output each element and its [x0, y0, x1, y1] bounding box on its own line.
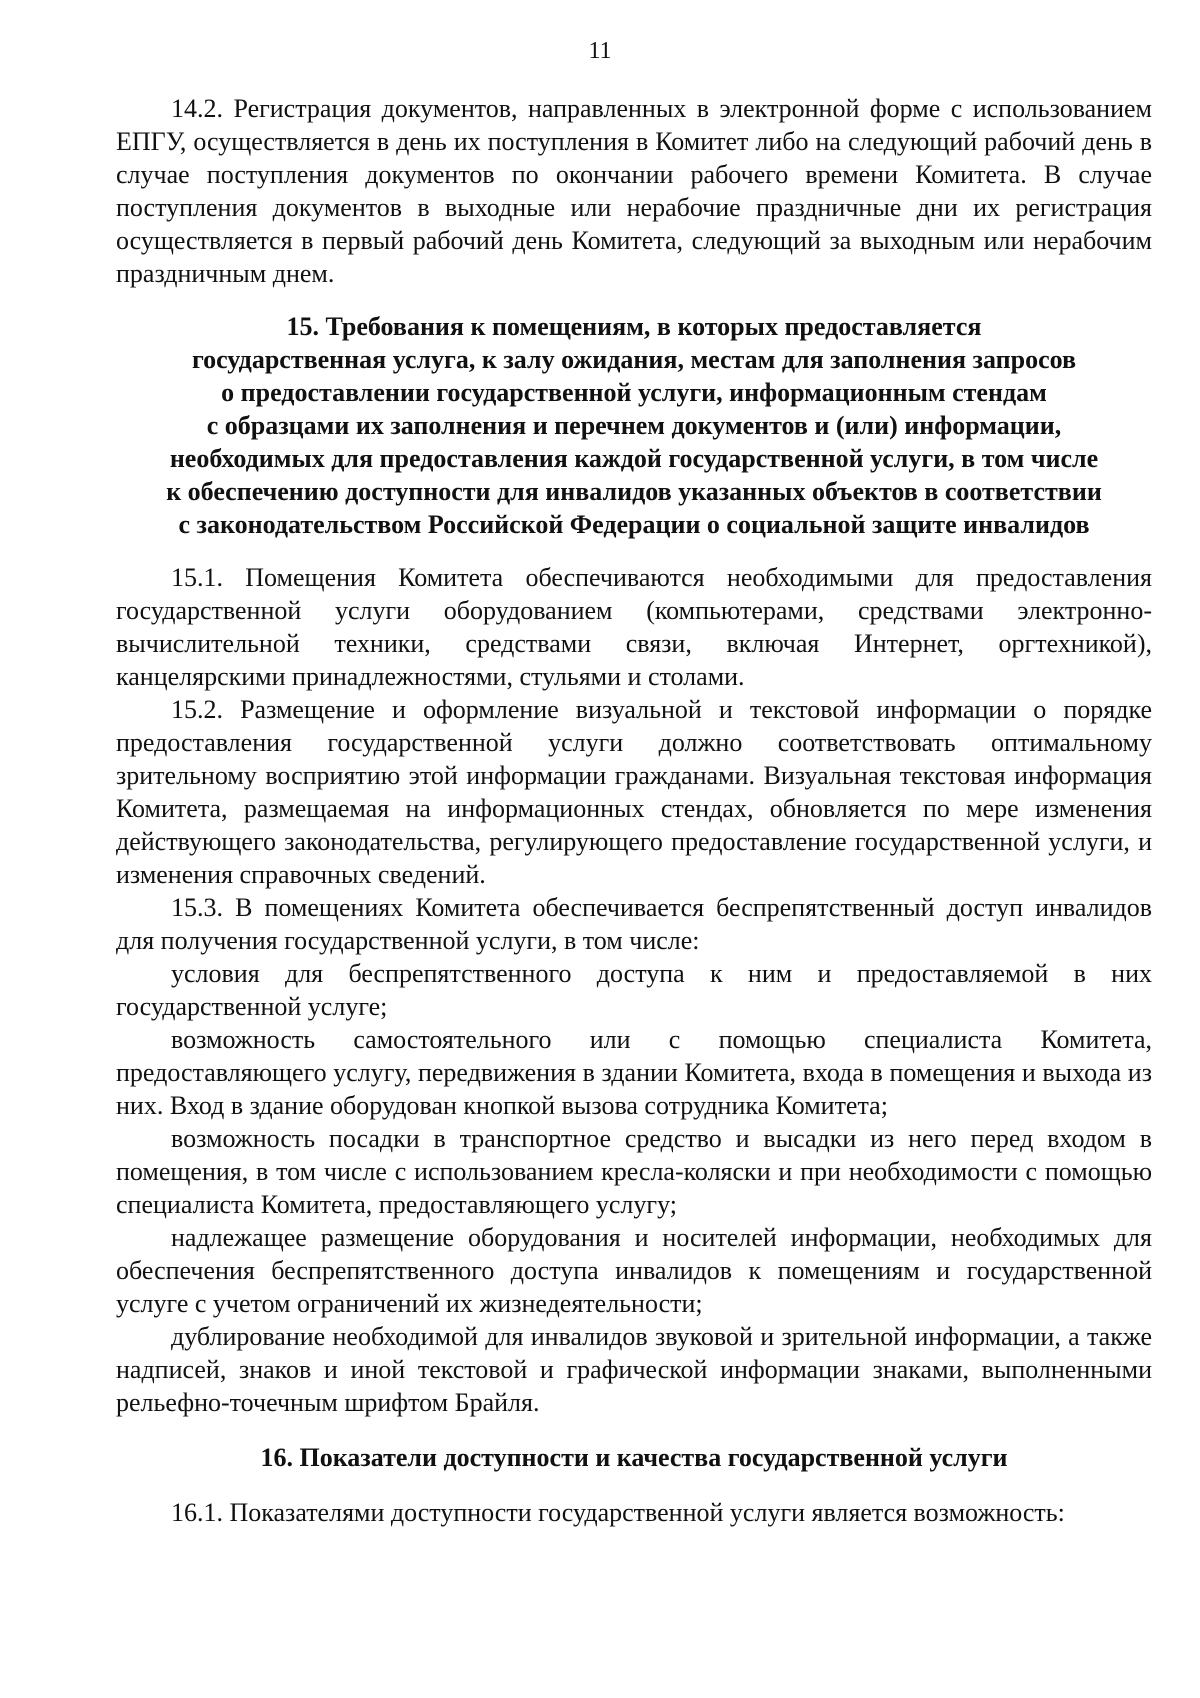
section-16-heading: 16. Показатели доступности и качества государственной услуги	[260, 1443, 1008, 1472]
list-item-equipment-placement: надлежащее размещение оборудования и носителей информации, необходимых для обеспечения беспрепятственного доступа инвалидов к помещениям и государственной услуге с учетом ограничений их жизнедеятельности;	[116, 1223, 1152, 1318]
paragraph-15-3: 15.3. В помещениях Комитета обеспечивается беспрепятственный доступ инвалидов для получения государственной услуги, в том числе:	[116, 893, 1152, 955]
list-item-access-conditions: условия для беспрепятственного доступа к ним и предоставляемой в них государственной услуге;	[116, 959, 1152, 1021]
document-body	[116, 92, 1152, 1529]
list-item-transport: возможность посадки в транспортное средство и высадки из него перед входом в помещения, в том числе с использованием кресла-коляски и при необходимости с помощью специалиста Комитета, предоставляющего услугу;	[116, 1124, 1152, 1219]
list-item-movement: возможность самостоятельного или с помощью специалиста Комитета, предоставляющего услугу, передвижения в здании Комитета, входа в помещения и выхода из них. Вход в здание оборудован кнопкой вызова сотрудника Комитета;	[116, 1025, 1152, 1120]
heading-line: с законодательством Российской Федерации о социальной защите инвалидов	[178, 510, 1090, 539]
heading-line: государственная услуга, к залу ожидания, местам для заполнения запросов	[191, 345, 1077, 374]
heading-line: необходимых для предоставления каждой государственной услуги, в том числе	[169, 444, 1099, 473]
paragraph-15-1: 15.1. Помещения Комитета обеспечиваются необходимыми для предоставления государственной услуги оборудованием (компьютерами, средствами электронно-вычислительной техники, средствами связи, включая Интернет, оргтехникой), канцелярскими принадлежностями, стульями и столами.	[116, 563, 1152, 691]
heading-line: о предоставлении государственной услуги, информационным стендам	[221, 378, 1047, 407]
paragraph-16-1: 16.1. Показателями доступности государственной услуги является возможность:	[171, 1498, 1065, 1527]
list-item-braille-duplication: дублирование необходимой для инвалидов звуковой и зрительной информации, а также надписей, знаков и иной текстовой и графической информации знаками, выполненными рельефно-точечным шрифтом Брайля.	[116, 1322, 1152, 1417]
paragraph-15-2: 15.2. Размещение и оформление визуальной и текстовой информации о порядке предоставления государственной услуги должно соответствовать оптимальному зрительному восприятию этой информации гражданами. Визуальная текстовая информация Комитета, размещаемая на информационных стендах, обновляется по мере изменения действующего законодательства, регулирующего предоставление государственной услуги, и изменения справочных сведений.	[116, 695, 1152, 889]
heading-line: 15. Требования к помещениям, в которых предоставляется	[286, 312, 982, 341]
heading-line: с образцами их заполнения и перечнем документов и (или) информации,	[206, 411, 1062, 440]
page-number: 11	[588, 38, 612, 64]
heading-line: к обеспечению доступности для инвалидов указанных объектов в соответствии	[166, 477, 1102, 506]
section-15-heading	[116, 310, 1152, 541]
paragraph-14-2: 14.2. Регистрация документов, направленных в электронной форме с использованием ЕПГУ, осуществляется в день их поступления в Комитет либо на следующий рабочий день в случае поступления документов по окончании рабочего времени Комитета. В случае поступления документов в выходные или нерабочие праздничные дни их регистрация осуществляется в первый рабочий день Комитета, следующий за выходным или нерабочим праздничным днем.	[116, 94, 1152, 288]
